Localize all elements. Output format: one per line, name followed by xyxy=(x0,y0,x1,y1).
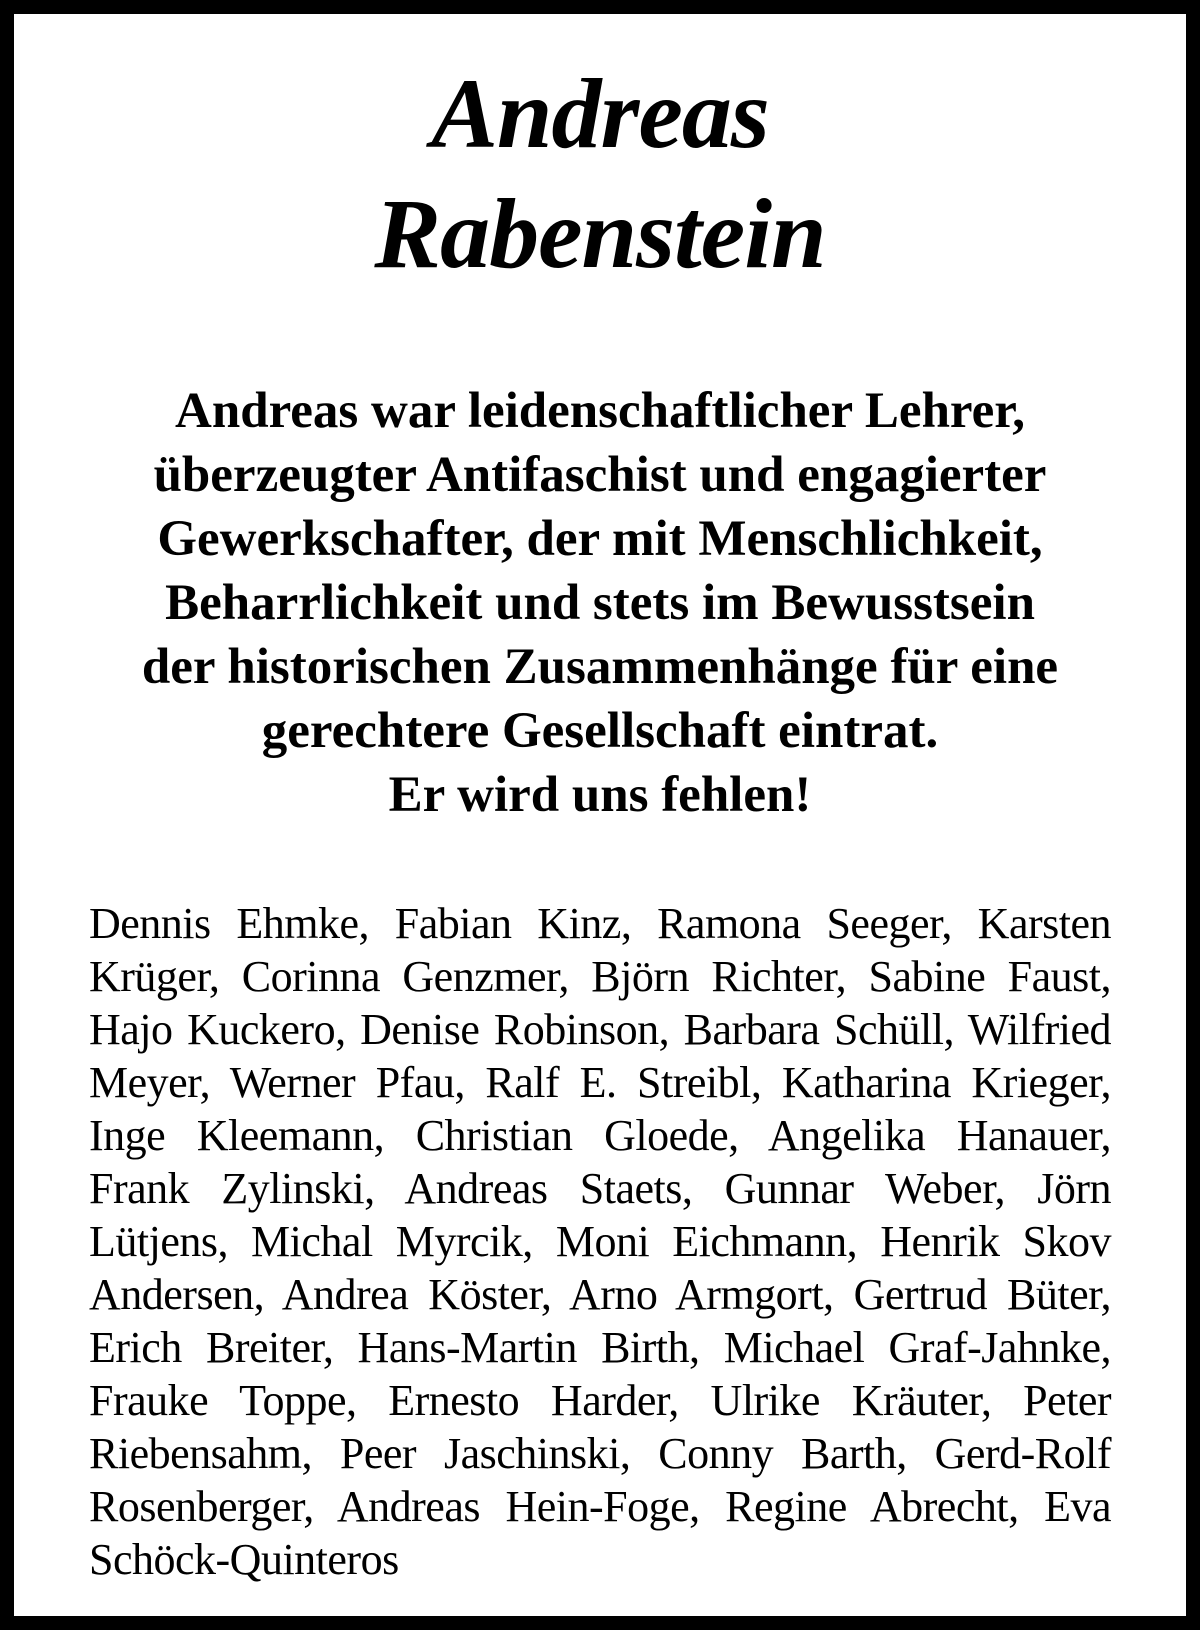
memorial-notice-card xyxy=(14,14,1186,1616)
tribute-line-5: der historischen Zusammenhänge für eine xyxy=(141,639,1059,695)
tribute-line-6: gerechtere Gesellschaft eintrat. xyxy=(261,703,939,759)
tribute-line-4: Beharrlichkeit und stets im Bewusstsein xyxy=(165,575,1035,631)
tribute-paragraph xyxy=(89,379,1111,827)
tribute-line-1: Andreas war leidenschaftlicher Lehrer, xyxy=(175,383,1025,439)
mourners-name-list: Dennis Ehmke, Fabian Kinz, Ramona Seeger, Karsten Krüger, Corinna Genzmer, Björn Richter, Sabine Faust, Hajo Kuckero, Denise Robinson, Barbara Schüll, Wilfried Meyer, Werner Pfau, Ralf E. Streibl, Katharina Krieger, Inge Kleemann, Christian Gloede, Angelika Hanauer, Frank Zylinski, Andreas Staets, Gunnar Weber, Jörn Lütjens, Michal Myrcik, Moni Eichmann, Henrik Skov Andersen, Andrea Köster, Arno Armgort, Gertrud Büter, Erich Breiter, Hans-Martin Birth, Michael Graf-Jahnke, Frauke Toppe, Ernesto Harder, Ulrike Kräuter, Peter Riebensahm, Peer Jaschinski, Conny Barth, Gerd-Rolf Rosenberger, Andreas Hein-Foge, Regine Abrecht, Eva Schöck-Quinteros xyxy=(89,899,1111,1584)
deceased-first-name: Andreas xyxy=(431,58,769,169)
tribute-line-3: Gewerkschafter, der mit Menschlichkeit, xyxy=(157,511,1043,567)
tribute-line-2: überzeugter Antifaschist und engagierter xyxy=(153,447,1047,503)
deceased-last-name: Rabenstein xyxy=(374,178,826,289)
tribute-line-7: Er wird uns fehlen! xyxy=(388,767,812,823)
deceased-name xyxy=(89,54,1111,294)
